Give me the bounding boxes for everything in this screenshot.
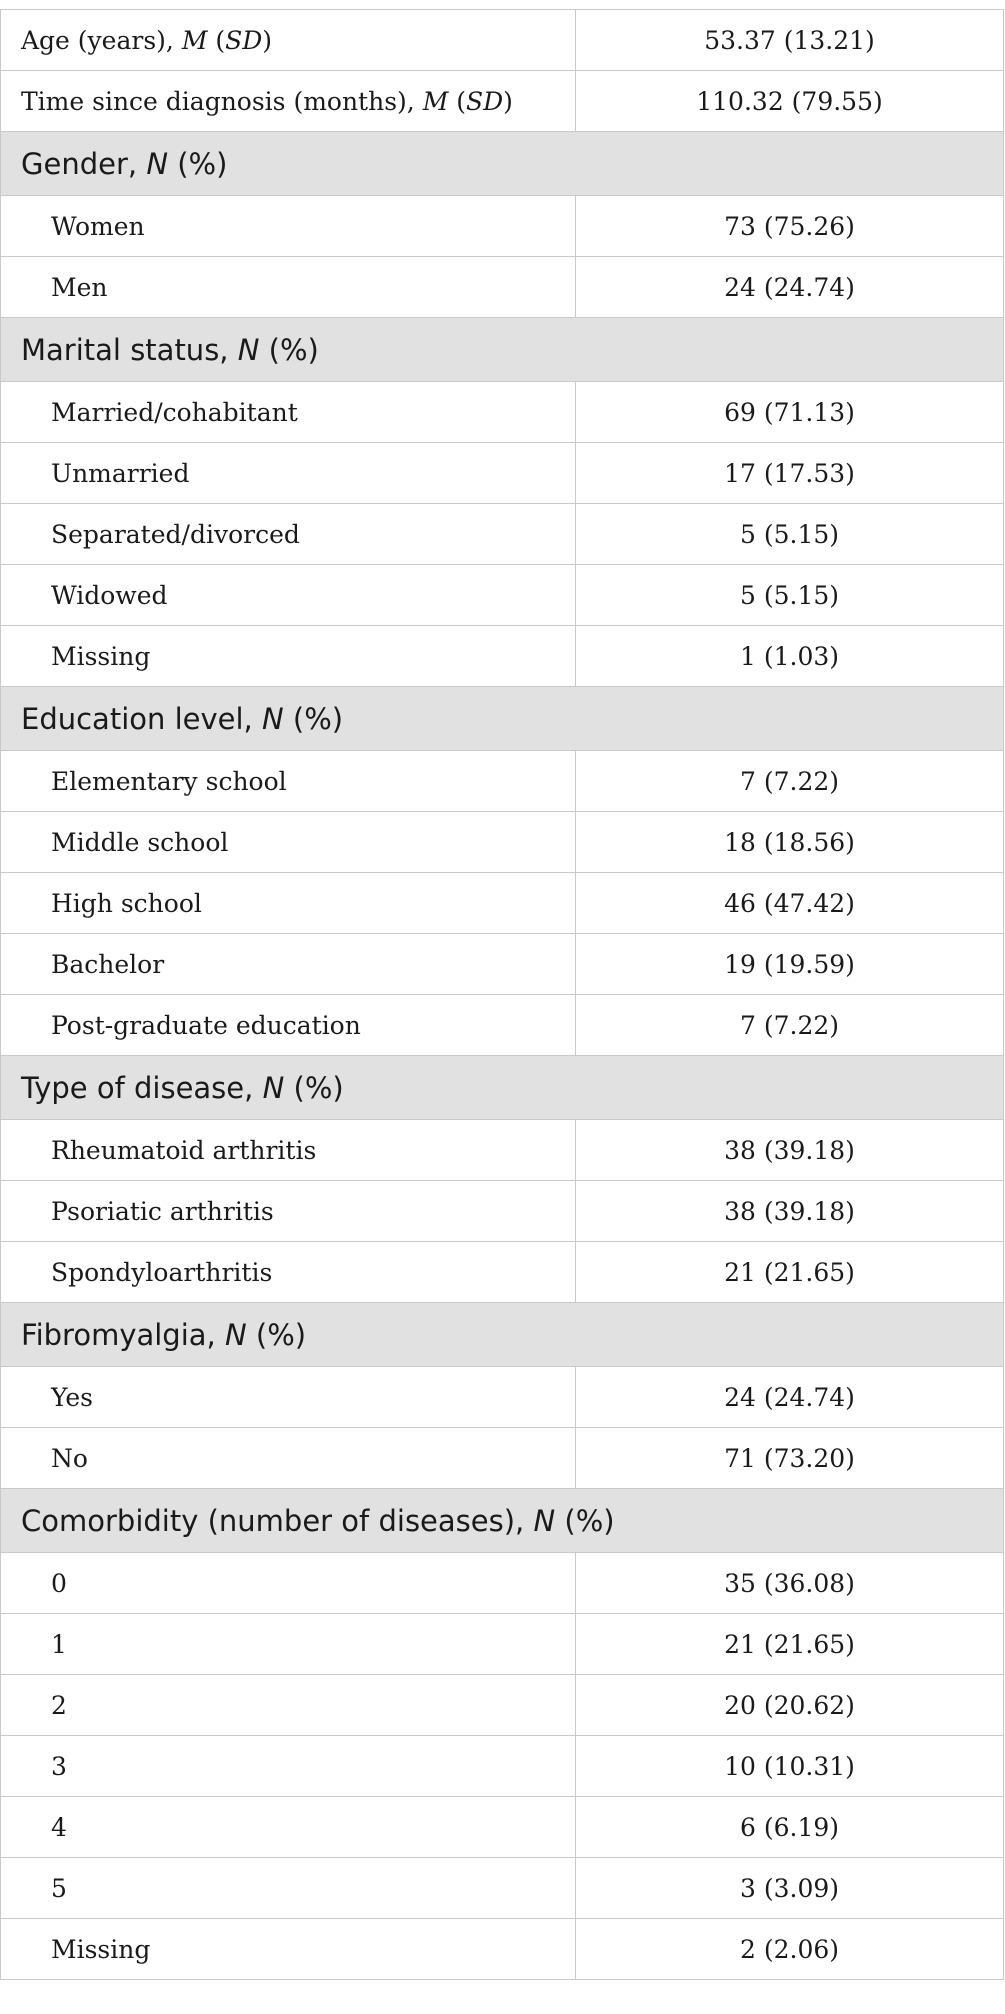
label-emphasis: N bbox=[224, 1317, 247, 1352]
label-text: Middle school bbox=[51, 827, 229, 857]
table-row bbox=[1, 626, 1004, 687]
label-emphasis: N bbox=[533, 1503, 556, 1538]
table-row bbox=[1, 1181, 1004, 1242]
section-header-row bbox=[1, 1489, 1004, 1553]
label-text: Unmarried bbox=[51, 458, 190, 488]
section-header-label bbox=[1, 1056, 1004, 1120]
row-value: 38 (39.18) bbox=[576, 1181, 1004, 1242]
label-emphasis: M bbox=[181, 25, 208, 55]
label-text: ( bbox=[207, 25, 226, 55]
row-label bbox=[1, 10, 576, 71]
row-label bbox=[1, 382, 576, 443]
table-row bbox=[1, 1919, 1004, 1980]
row-label bbox=[1, 71, 576, 132]
label-emphasis: N bbox=[146, 146, 169, 181]
section-header-label bbox=[1, 1489, 1004, 1553]
table-row bbox=[1, 1614, 1004, 1675]
label-text: Missing bbox=[51, 641, 151, 671]
table-row bbox=[1, 1736, 1004, 1797]
label-text: 3 bbox=[51, 1751, 67, 1781]
row-label bbox=[1, 1181, 576, 1242]
row-label bbox=[1, 751, 576, 812]
row-label bbox=[1, 995, 576, 1056]
label-emphasis: N bbox=[262, 1070, 285, 1105]
table-row bbox=[1, 751, 1004, 812]
row-value: 7 (7.22) bbox=[576, 751, 1004, 812]
table-row bbox=[1, 10, 1004, 71]
table-row bbox=[1, 812, 1004, 873]
section-header-row bbox=[1, 1303, 1004, 1367]
label-text: Age (years), bbox=[21, 25, 182, 55]
section-header-label bbox=[1, 1303, 1004, 1367]
table-row bbox=[1, 934, 1004, 995]
label-text: 0 bbox=[51, 1568, 67, 1598]
label-text: 5 bbox=[51, 1873, 67, 1903]
row-value: 110.32 (79.55) bbox=[576, 71, 1004, 132]
section-header-row bbox=[1, 132, 1004, 196]
label-text: (%) bbox=[283, 701, 344, 736]
label-text: Type of disease, bbox=[21, 1070, 263, 1105]
label-text: Men bbox=[51, 272, 108, 302]
row-value: 20 (20.62) bbox=[576, 1675, 1004, 1736]
label-text: Yes bbox=[51, 1382, 93, 1412]
row-label bbox=[1, 565, 576, 626]
row-value: 21 (21.65) bbox=[576, 1242, 1004, 1303]
row-value: 18 (18.56) bbox=[576, 812, 1004, 873]
row-value: 21 (21.65) bbox=[576, 1614, 1004, 1675]
row-label bbox=[1, 873, 576, 934]
label-emphasis: SD bbox=[225, 25, 263, 55]
row-label bbox=[1, 1675, 576, 1736]
label-text: Gender, bbox=[21, 146, 147, 181]
table-row bbox=[1, 443, 1004, 504]
label-text: (%) bbox=[246, 1317, 307, 1352]
row-value: 69 (71.13) bbox=[576, 382, 1004, 443]
row-label bbox=[1, 1242, 576, 1303]
table-row bbox=[1, 995, 1004, 1056]
row-value: 2 (2.06) bbox=[576, 1919, 1004, 1980]
row-value: 5 (5.15) bbox=[576, 565, 1004, 626]
label-emphasis: N bbox=[237, 332, 260, 367]
label-text: Spondyloarthritis bbox=[51, 1257, 273, 1287]
row-label bbox=[1, 196, 576, 257]
section-header-label bbox=[1, 318, 1004, 382]
label-text: ) bbox=[262, 25, 273, 55]
row-value: 73 (75.26) bbox=[576, 196, 1004, 257]
row-label bbox=[1, 1919, 576, 1980]
demographics-table-container bbox=[0, 9, 1003, 1980]
label-text: Marital status, bbox=[21, 332, 238, 367]
row-label bbox=[1, 443, 576, 504]
row-value: 7 (7.22) bbox=[576, 995, 1004, 1056]
table-row bbox=[1, 1797, 1004, 1858]
label-text: 2 bbox=[51, 1690, 67, 1720]
label-text: (%) bbox=[555, 1503, 615, 1538]
label-text: ) bbox=[503, 86, 513, 116]
row-value: 3 (3.09) bbox=[576, 1858, 1004, 1919]
label-text: ( bbox=[448, 86, 466, 116]
table-row bbox=[1, 1553, 1004, 1614]
table-row bbox=[1, 1242, 1004, 1303]
section-header-label bbox=[1, 687, 1004, 751]
row-label bbox=[1, 1120, 576, 1181]
label-text: Time since diagnosis (months), bbox=[21, 86, 423, 116]
table-row bbox=[1, 71, 1004, 132]
row-value: 6 (6.19) bbox=[576, 1797, 1004, 1858]
label-text: (%) bbox=[259, 332, 319, 367]
row-label bbox=[1, 504, 576, 565]
label-text: High school bbox=[51, 888, 202, 918]
section-header-row bbox=[1, 687, 1004, 751]
table-row bbox=[1, 1428, 1004, 1489]
label-emphasis: SD bbox=[466, 86, 504, 116]
table-row bbox=[1, 1120, 1004, 1181]
table-row bbox=[1, 565, 1004, 626]
table-row bbox=[1, 1367, 1004, 1428]
row-label bbox=[1, 1736, 576, 1797]
label-emphasis: M bbox=[422, 86, 449, 116]
row-label bbox=[1, 626, 576, 687]
row-value: 71 (73.20) bbox=[576, 1428, 1004, 1489]
row-label bbox=[1, 1428, 576, 1489]
label-text: Rheumatoid arthritis bbox=[51, 1135, 317, 1165]
table-row bbox=[1, 1858, 1004, 1919]
row-label bbox=[1, 1553, 576, 1614]
table-body bbox=[1, 10, 1004, 1980]
table-row bbox=[1, 1675, 1004, 1736]
label-text: Women bbox=[51, 211, 145, 241]
row-value: 17 (17.53) bbox=[576, 443, 1004, 504]
section-header-row bbox=[1, 318, 1004, 382]
row-label bbox=[1, 812, 576, 873]
label-text: Missing bbox=[51, 1934, 151, 1964]
label-text: Elementary school bbox=[51, 766, 287, 796]
row-value: 24 (24.74) bbox=[576, 257, 1004, 318]
row-value: 46 (47.42) bbox=[576, 873, 1004, 934]
label-text: Married/cohabitant bbox=[51, 397, 298, 427]
row-value: 10 (10.31) bbox=[576, 1736, 1004, 1797]
label-text: Fibromyalgia, bbox=[21, 1317, 225, 1352]
label-text: Post-graduate education bbox=[51, 1010, 361, 1040]
row-value: 53.37 (13.21) bbox=[576, 10, 1004, 71]
label-text: Psoriatic arthritis bbox=[51, 1196, 274, 1226]
demographics-table bbox=[0, 9, 1004, 1980]
row-label bbox=[1, 934, 576, 995]
label-text: Comorbidity (number of diseases), bbox=[21, 1503, 534, 1538]
row-label bbox=[1, 1614, 576, 1675]
label-emphasis: N bbox=[262, 701, 284, 736]
row-value: 1 (1.03) bbox=[576, 626, 1004, 687]
label-text: Bachelor bbox=[51, 949, 165, 979]
label-text: Separated/divorced bbox=[51, 519, 300, 549]
section-header-row bbox=[1, 1056, 1004, 1120]
row-label bbox=[1, 1858, 576, 1919]
label-text: 1 bbox=[51, 1629, 67, 1659]
row-value: 5 (5.15) bbox=[576, 504, 1004, 565]
row-label bbox=[1, 257, 576, 318]
row-value: 35 (36.08) bbox=[576, 1553, 1004, 1614]
table-row bbox=[1, 382, 1004, 443]
row-value: 19 (19.59) bbox=[576, 934, 1004, 995]
label-text: (%) bbox=[284, 1070, 344, 1105]
label-text: Widowed bbox=[51, 580, 168, 610]
row-label bbox=[1, 1797, 576, 1858]
label-text: No bbox=[51, 1443, 88, 1473]
row-value: 24 (24.74) bbox=[576, 1367, 1004, 1428]
label-text: (%) bbox=[168, 146, 228, 181]
table-row bbox=[1, 257, 1004, 318]
row-value: 38 (39.18) bbox=[576, 1120, 1004, 1181]
table-row bbox=[1, 873, 1004, 934]
table-row bbox=[1, 504, 1004, 565]
row-label bbox=[1, 1367, 576, 1428]
section-header-label bbox=[1, 132, 1004, 196]
table-row bbox=[1, 196, 1004, 257]
label-text: Education level, bbox=[21, 701, 262, 736]
label-text: 4 bbox=[51, 1812, 67, 1842]
